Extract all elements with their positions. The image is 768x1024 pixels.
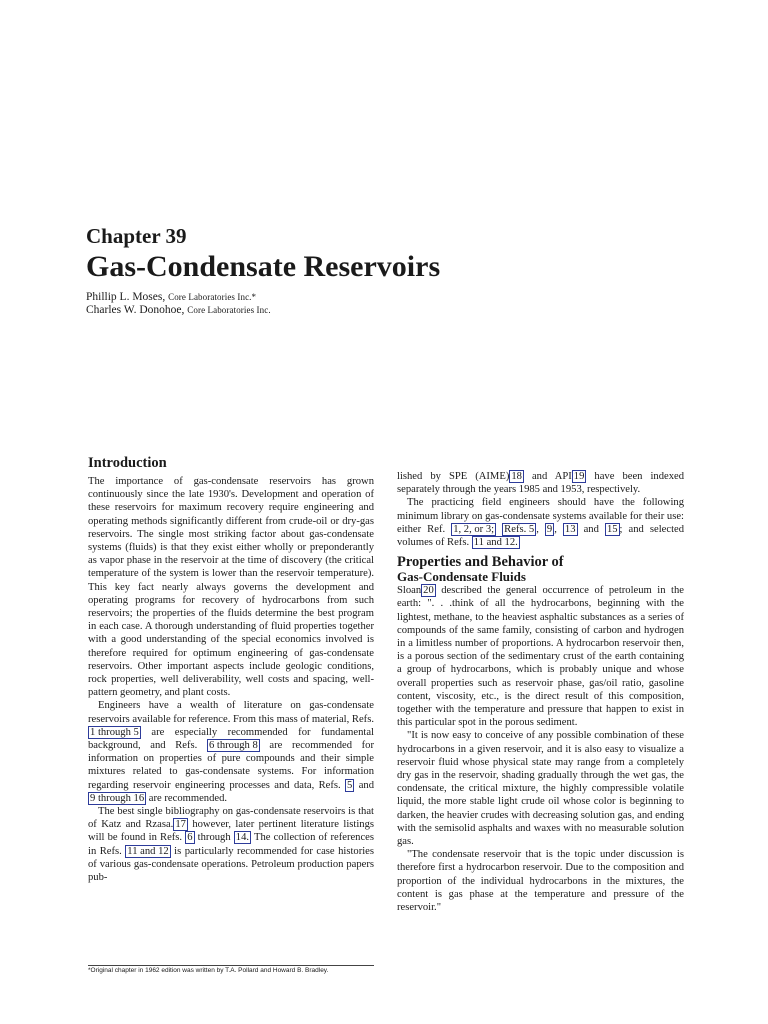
reference-link[interactable]: 6 [187,832,193,844]
reference-link[interactable]: 11 and 12 [127,845,169,857]
paragraph: The importance of gas-condensate reservoirs has grown continuously since the late 1930's. Development and operation of these reservoirs for maximum recovery require engineering and operating methods significantly different from crude-oil or dry-gas reservoirs. The single most striking factor about gas-condensate systems (fluids) is that they exist either wholly or preponderantly as vapor phase in the reservoir at the time of discovery (the critical temperature of the system is lower than the reservoir temperature). This key fact nearly always governs the development and operating programs for recovery of hydrocarbons from such reservoirs; the properties of the fluids determine the best program in each case. A thorough understanding of fluid properties together with a good understanding of the special economics involved is therefore required for optimum engineering of gas-condensate reservoirs. Other important aspects include geologic conditions, rock properties, well deliverability, well costs and spacing, well-pattern geometry, and plant costs. [88,476,374,699]
author-list [86,291,271,316]
references-body [397,470,684,549]
paragraph: "It is now easy to conceive of any possible combination of these hydrocarbons in a given reservoir, and it is also easy to visualize a reservoir fluid whose physical state may range from a completely dry gas in the reservoir, shading gradually through the wet gas, the condensate, the critical mixture, the highly compressible volatile liquid, the more stable light crude oil whose color is beginning to darken, the heavier crudes with decreasing solution gas, and ending with the semisolid asphalts and waxes with no measurable solution gas. [397,730,684,848]
reference-link[interactable]: 1, 2, or 3; [453,523,495,535]
reference-link[interactable]: 17 [175,819,186,831]
properties-heading-line2: Gas-Condensate Fluids [397,569,526,585]
reference-link[interactable]: 9 through 16 [90,792,145,804]
reference-link[interactable]: 1 through 5 [90,726,139,738]
footnote: *Original chapter in 1962 edition was written by T.A. Pollard and Howard B. Bradley. [88,967,329,974]
reference-link[interactable]: 15 [606,523,618,535]
footnote-divider [88,965,374,966]
chapter-title: Gas-Condensate Reservoirs [86,250,441,283]
author-affiliation: Core Laboratories Inc. [187,304,271,315]
reference-link[interactable]: 14. [235,832,250,844]
reference-link[interactable]: 9 [546,523,553,535]
reference-link[interactable]: 19 [573,471,585,482]
paragraph: Sloan 20 described the general occurrence of petroleum in the earth: ". . .think of all the hydrocarbons, beginning with the lightest, methane, to the heaviest asphaltic substances as a series of compounds of the same family, consisting of carbon and hydrogen in a limitless number of proportions. A hydrocarbon reservoir then, is a porous section of the sedimentary crust of the earth containing a group of hydrocarbons, which is probably unique and whose overall properties such as reservoir phase, gas/oil ratio, gasoline content, viscosity, etc., is the direct result of this composition, together with the temperature and pressure that happen to exist in this particular spot in the porous sediment. [397,585,684,729]
author [86,304,271,317]
introduction-body [88,475,374,884]
introduction-heading: Introduction [88,455,167,471]
chapter-number: Chapter 39 [86,224,187,248]
properties-heading [397,555,684,583]
reference-link[interactable]: 6 through 8 [208,740,258,752]
right-column [397,470,684,914]
reference-link[interactable]: 11 and 12. [473,537,518,549]
paragraph: Engineers have a wealth of literature on gas-condensate reservoirs available for reference. From this mass of material, Refs. 1 through 5 are especially recommended for fundamental background, and Refs. 6 through 8 are recommended for information on properties of pure compounds and their simple mixtures related to gas-condensate systems. For information regarding reservoir engineering processes and data, Refs. 5 and 9 through 16 are recommended. [88,700,374,804]
paragraph: The practicing field engineers should have the following minimum library on gas-condensate systems available for their use: either Ref. 1, 2, or 3; Refs. 5 , 9 , 13 and 15 ; and selected volumes of Refs. 11 and 12. [397,497,685,549]
author-affiliation: Core Laboratories Inc.* [168,292,257,302]
reference-link[interactable]: 18 [511,471,522,482]
paragraph: "The condensate reservoir that is the topic under discussion is therefore first a hydrocarbon reservoir. Due to the composition and proportion of the individual hydrocarbons in the mixtures, the content is gas phase at the temperature and pressure of the reservoir." [397,849,684,914]
left-column [88,456,374,884]
author [86,291,271,304]
paragraph: The best single bibliography on gas-condensate reservoirs is that of Katz and Rzasa. 17 however, later pertinent literature listings will be found in Refs. 6 through 14. The collection of references in Refs. 11 and 12 is particularly recommended for case histories of various gas-condensate operations. Petroleum production papers pub- [88,806,375,884]
properties-body [397,584,684,914]
author-name: Charles W. Donohoe, [86,303,185,316]
reference-link[interactable]: 13 [564,523,576,535]
reference-link[interactable]: Refs. 5 [504,523,535,535]
properties-heading-line1: Properties and Behavior of [397,554,564,571]
paragraph: lished by SPE (AIME) 18 and API 19 have been indexed separately through the years 1985 and 1953, respectively. [397,471,684,496]
author-name: Phillip L. Moses, [86,291,166,303]
reference-link[interactable]: 5 [347,779,353,791]
reference-link[interactable]: 20 [423,585,434,597]
